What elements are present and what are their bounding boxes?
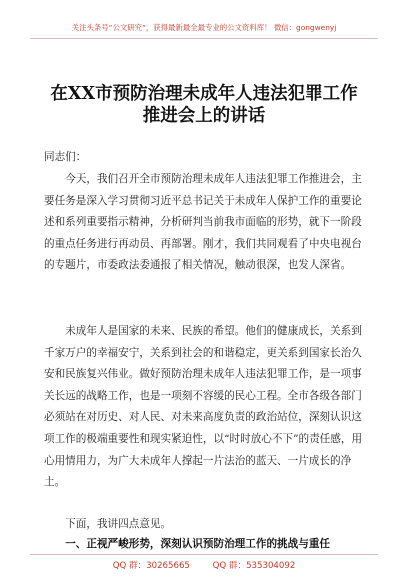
paragraph-1: 今天，我们召开全市预防治理未成年人违法犯罪工作推进会，主要任务是深入学习贯彻习近平总书记关于未成年人保护工作的重要论述和系列重要指示精神，分析研判当前我市面临的形势，就下一阶段的重点任务进行再动员、再部署。刚才，我们共同观看了中央电视台的专题片，市委政法委通报了相关情况，触动很深，也发人深省。 bbox=[44, 173, 362, 272]
salutation: 同志们： bbox=[44, 151, 87, 163]
header-divider bbox=[30, 38, 378, 39]
title-line-2: 推进会上的讲话 bbox=[142, 106, 266, 126]
footer-qq-groups bbox=[30, 559, 378, 571]
qq-group-1: QQ 群：30265665 bbox=[112, 561, 190, 571]
header-promo-text: 关注头条号“公文研究”，获得最新最全最专业的公文资料库！ 微信：gongwenyj bbox=[71, 23, 337, 32]
section-heading-1: 一、正视严峻形势，深刻认识预防治理工作的挑战与重任 bbox=[65, 538, 331, 550]
document-title bbox=[20, 83, 388, 127]
paragraph-3: 下面，我讲四点意见。 bbox=[65, 518, 172, 530]
qq-group-2: QQ 群：535304092 bbox=[212, 561, 296, 571]
footer-divider bbox=[30, 554, 378, 555]
title-line-1: 在XX市预防治理未成年人违法犯罪工作 bbox=[50, 84, 358, 104]
paragraph-2: 未成年人是国家的未来、民族的希望。他们的健康成长，关系到千家万户的幸福安宁，关系到社会的和谐稳定，更关系到国家长治久安和民族复兴伟业。做好预防治理未成年人违法犯罪工作，是一项事关长远的战略工作，也是一项刻不容缓的民心工程。全市各级各部门必须站在对历史、对人民、对未来高度负责的政治站位，深刻认识这项工作的极端重要性和现实紧迫性，以“时时放心不下”的责任感，用心用情用力，为广大未成年人撑起一片法治的蓝天、一片成长的净土。 bbox=[44, 325, 363, 489]
